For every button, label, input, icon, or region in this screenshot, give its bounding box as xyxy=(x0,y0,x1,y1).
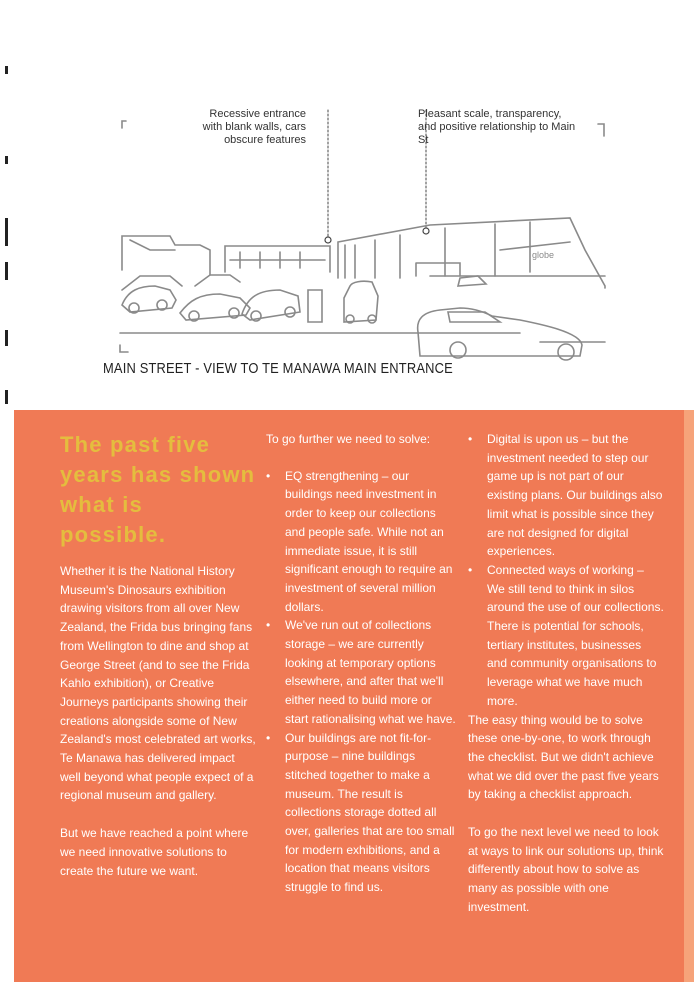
frame-corner xyxy=(598,124,604,136)
headline: The past five years has shown what is possible. xyxy=(60,432,256,547)
street-box xyxy=(308,290,322,322)
street-sketch xyxy=(100,100,620,365)
column-3 xyxy=(468,430,664,936)
bullet-list xyxy=(266,467,456,897)
bullet-item: • Our buildings are not fit-for-purpose – nine buildings stitched together to make a museum. The result is collections storage dotted all over, galleries that are too small for modern exhibitions, and a location that means visitors struggle to find us. xyxy=(266,729,456,897)
bullet-item: • Digital is upon us – but the investment needed to step our game up is not part of our existing plans. Our buildings also limit what is possible since they are not designed for digital experiences. xyxy=(468,430,664,561)
bullet-item: • We've run out of collections storage – we are currently looking at temporary options elsewhere, and after that we'll either need to build more or start rationalising what we have. xyxy=(266,616,456,728)
frame-corner xyxy=(120,345,128,352)
edge-mark xyxy=(5,262,8,280)
edge-mark xyxy=(5,390,8,404)
edge-mark xyxy=(5,156,8,164)
ground-line xyxy=(120,333,605,342)
annotation-left: Recessive entrance with blank walls, cars obscure features xyxy=(202,108,306,146)
bullet-item: • EQ strengthening – our buildings need investment in order to keep our collections and people safe. While not an immediate issue, it is still significant enough to require an investment of several million dollars. xyxy=(266,467,456,617)
column-2 xyxy=(266,430,456,897)
car xyxy=(180,294,250,320)
car-foreground xyxy=(418,308,582,356)
column-1 xyxy=(60,430,256,899)
edge-mark xyxy=(5,330,8,346)
edge-mark xyxy=(5,66,8,74)
paragraph: To go the next level we need to look at ways to link our solutions up, think differently about how to solve as many as possible with one investment. xyxy=(468,825,664,914)
leader-dot-right xyxy=(423,228,429,234)
paragraph: The easy thing would be to solve these one-by-one, to work through the checklist. But we didn't achieve what we did over the past five years by taking a checklist approach. xyxy=(468,712,659,802)
leader-dot-left xyxy=(325,237,331,243)
paragraph: But we have reached a point where we need innovative solutions to create the future we want. xyxy=(60,826,249,878)
edge-mark xyxy=(5,218,8,246)
bullet-list xyxy=(468,430,664,711)
building-sign: globe xyxy=(532,250,555,260)
bullet-item: • Connected ways of working – We still tend to think in silos around the use of our collections. There is potential for schools, tertiary institutes, businesses and community organisations to leverage what we have much more. xyxy=(468,561,664,711)
caption: MAIN STREET - VIEW TO TE MANAWA MAIN ENTRANCE xyxy=(103,360,453,377)
frame-corner xyxy=(122,121,126,128)
paragraph: Whether it is the National History Museum's Dinosaurs exhibition drawing visitors from all over New Zealand, the Frida bus bringing fans from Wellington to dine and shop at George Street (and to see the Frida Kahlo exhibition), or Creative Journeys participants showing their creations alongside some of New Zealand's most celebrated art works, Te Manawa has delivered impact well beyond what people expect of a regional museum and gallery. xyxy=(60,564,256,803)
annotation-right: Pleasant scale, transparency, and positive relationship to Main St xyxy=(418,108,576,146)
intro-text: To go further we need to solve: xyxy=(266,432,431,446)
car xyxy=(122,286,176,312)
right-edge-strip xyxy=(684,410,694,982)
scan-edge xyxy=(0,0,14,982)
